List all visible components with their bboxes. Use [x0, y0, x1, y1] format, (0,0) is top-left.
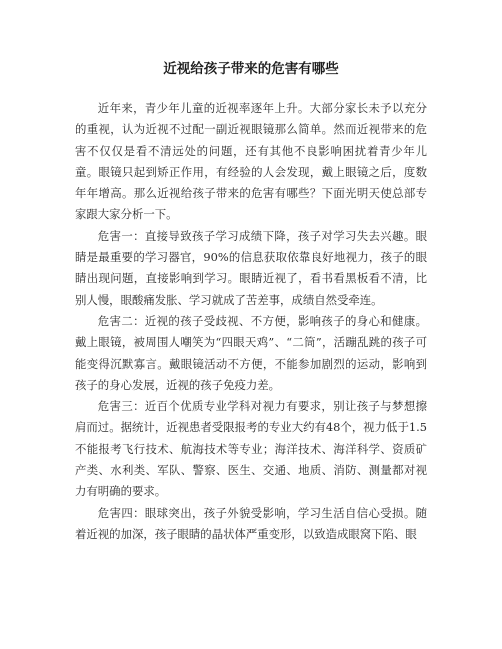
paragraph-harm-two: 危害二：近视的孩子受歧视、不方便，影响孩子的身心和健康。戴上眼镜，被周围人嘲笑为“四眼天鸡”、“二筒”，活蹦乱跳的孩子可能变得沉默寡言。戴眼镜活动不方便，不能参加剧烈的运动，影响到孩子的身心发展，近视的孩子免疫力差。: [75, 313, 427, 392]
document-title: 近视给孩子带来的危害有哪些: [163, 61, 339, 77]
paragraph-harm-three: 危害三：近百个优质专业学科对视力有要求，别让孩子与梦想擦肩而过。据统计，近视患者受限报考的专业大约有48个，视力低于1.5不能报考飞行技术、航海技术等专业；海洋技术、海洋科学、资质矿产类、水利类、军队、警察、医生、交通、地质、消防、测量都对视力有明确的要求。: [75, 399, 427, 499]
paragraph-intro: 近年来，青少年儿童的近视率逐年上升。大部分家长未予以充分的重视，认为近视不过配一副近视眼镜那么简单。然而近视带来的危害不仅仅是看不清远处的问题，还有其他不良影响困扰着青少年儿童。眼镜只起到矫正作用，有经验的人会发现，戴上眼镜之后，度数年年增高。那么近视给孩子带来的危害有哪些？下面光明天使总部专家跟大家分析一下。: [75, 101, 427, 222]
paragraph-harm-one: 危害一：直接导致孩子学习成绩下降，孩子对学习失去兴趣。眼睛是最重要的学习器官，90%的信息获取依靠良好地视力，孩子的眼睛出现问题，直接影响到学习。眼睛近视了，看书看黑板看不清，比别人慢，眼酸痛发胀、学习就成了苦差事，成绩自然受牵连。: [75, 228, 427, 307]
document-body: [75, 98, 427, 545]
paragraph-harm-four: 危害四：眼球突出，孩子外貌受影响，学习生活自信心受损。随着近视的加深，孩子眼睛的晶状体严重变形，以致造成眼窝下陷、眼: [75, 505, 427, 541]
